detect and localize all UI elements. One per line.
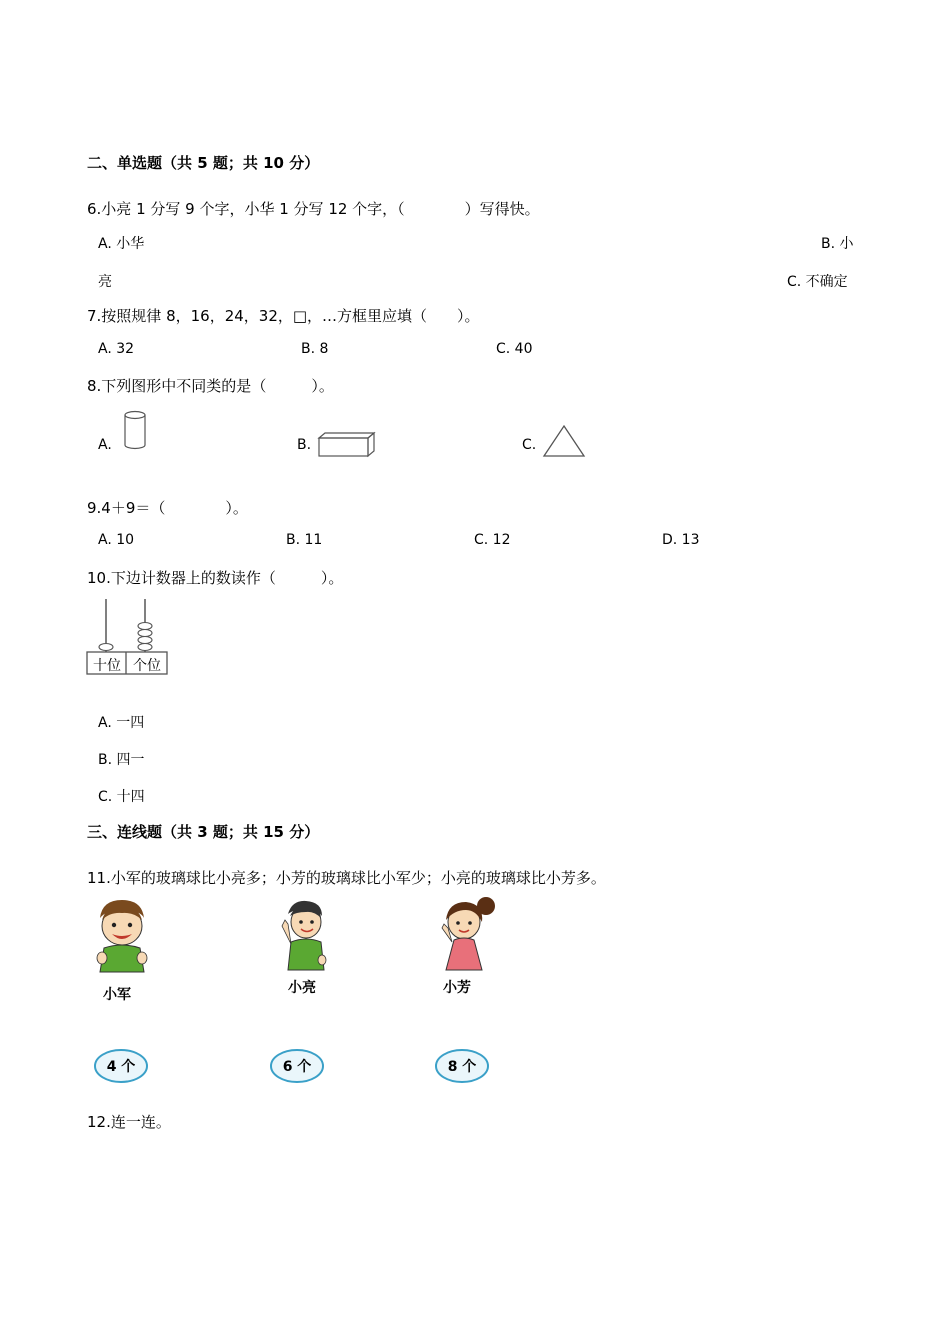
- question-7-option-b[interactable]: B. 8: [301, 341, 329, 357]
- question-12-stem: 12.连一连。: [87, 1113, 171, 1131]
- question-6-option-b-continued: 亮: [98, 274, 112, 290]
- section-title-matching: 三、连线题（共 3 题；共 15 分）: [87, 823, 320, 841]
- ones-bead: [138, 637, 152, 644]
- tens-bead: [99, 644, 113, 651]
- question-6-stem: 6.小亮 1 分写 9 个字，小华 1 分写 12 个字，（ ）写得快。: [87, 200, 540, 218]
- question-10-option-b[interactable]: B. 四一: [98, 752, 145, 768]
- abacus-tens-label: 十位: [93, 658, 121, 674]
- question-7-option-c[interactable]: C. 40: [496, 341, 533, 357]
- question-10-option-a[interactable]: A. 一四: [98, 715, 145, 731]
- question-9-option-d[interactable]: D. 13: [662, 532, 700, 548]
- question-9-option-a[interactable]: A. 10: [98, 532, 135, 548]
- question-8-option-a[interactable]: A.: [98, 437, 112, 453]
- abacus-ones-label: 个位: [133, 658, 161, 674]
- cuboid-icon: [318, 432, 376, 458]
- section-title-single-choice: 二、单选题（共 5 题；共 10 分）: [87, 154, 320, 172]
- question-10-option-c[interactable]: C. 十四: [98, 789, 145, 805]
- count-label-4: 4 个: [106, 1059, 136, 1075]
- triangle-icon: [542, 424, 586, 458]
- question-7-stem: 7.按照规律 8，16，24，32，□，…方框里应填（ ）。: [87, 307, 480, 325]
- question-8-option-c[interactable]: C.: [522, 437, 537, 453]
- ones-bead: [138, 630, 152, 637]
- ones-bead: [138, 623, 152, 630]
- boy-xiaoliang-illustration: [276, 896, 332, 976]
- name-label-xiaofang: 小芳: [443, 980, 471, 996]
- question-6-option-c[interactable]: C. 不确定: [787, 274, 848, 290]
- question-9-option-c[interactable]: C. 12: [474, 532, 511, 548]
- count-label-6: 6 个: [282, 1059, 312, 1075]
- girl-xiaofang-illustration: [434, 896, 500, 976]
- question-10-stem: 10.下边计数器上的数读作（ ）。: [87, 569, 344, 587]
- name-label-xiaojun: 小军: [103, 987, 131, 1003]
- question-9-stem: 9.4＋9＝（ ）。: [87, 499, 248, 517]
- cylinder-icon: [122, 410, 150, 452]
- question-8-option-b[interactable]: B.: [297, 437, 312, 453]
- question-9-option-b[interactable]: B. 11: [286, 532, 323, 548]
- question-7-option-a[interactable]: A. 32: [98, 341, 135, 357]
- question-8-stem: 8.下列图形中不同类的是（ ）。: [87, 377, 334, 395]
- count-label-8: 8 个: [447, 1059, 477, 1075]
- question-6-option-a[interactable]: A. 小华: [98, 236, 145, 252]
- question-6-option-b[interactable]: B. 小: [821, 236, 854, 252]
- ones-bead: [138, 644, 152, 651]
- boy-xiaojun-illustration: [92, 898, 152, 978]
- name-label-xiaoliang: 小亮: [288, 980, 316, 996]
- question-11-stem: 11.小军的玻璃球比小亮多；小芳的玻璃球比小军少；小亮的玻璃球比小芳多。: [87, 869, 606, 887]
